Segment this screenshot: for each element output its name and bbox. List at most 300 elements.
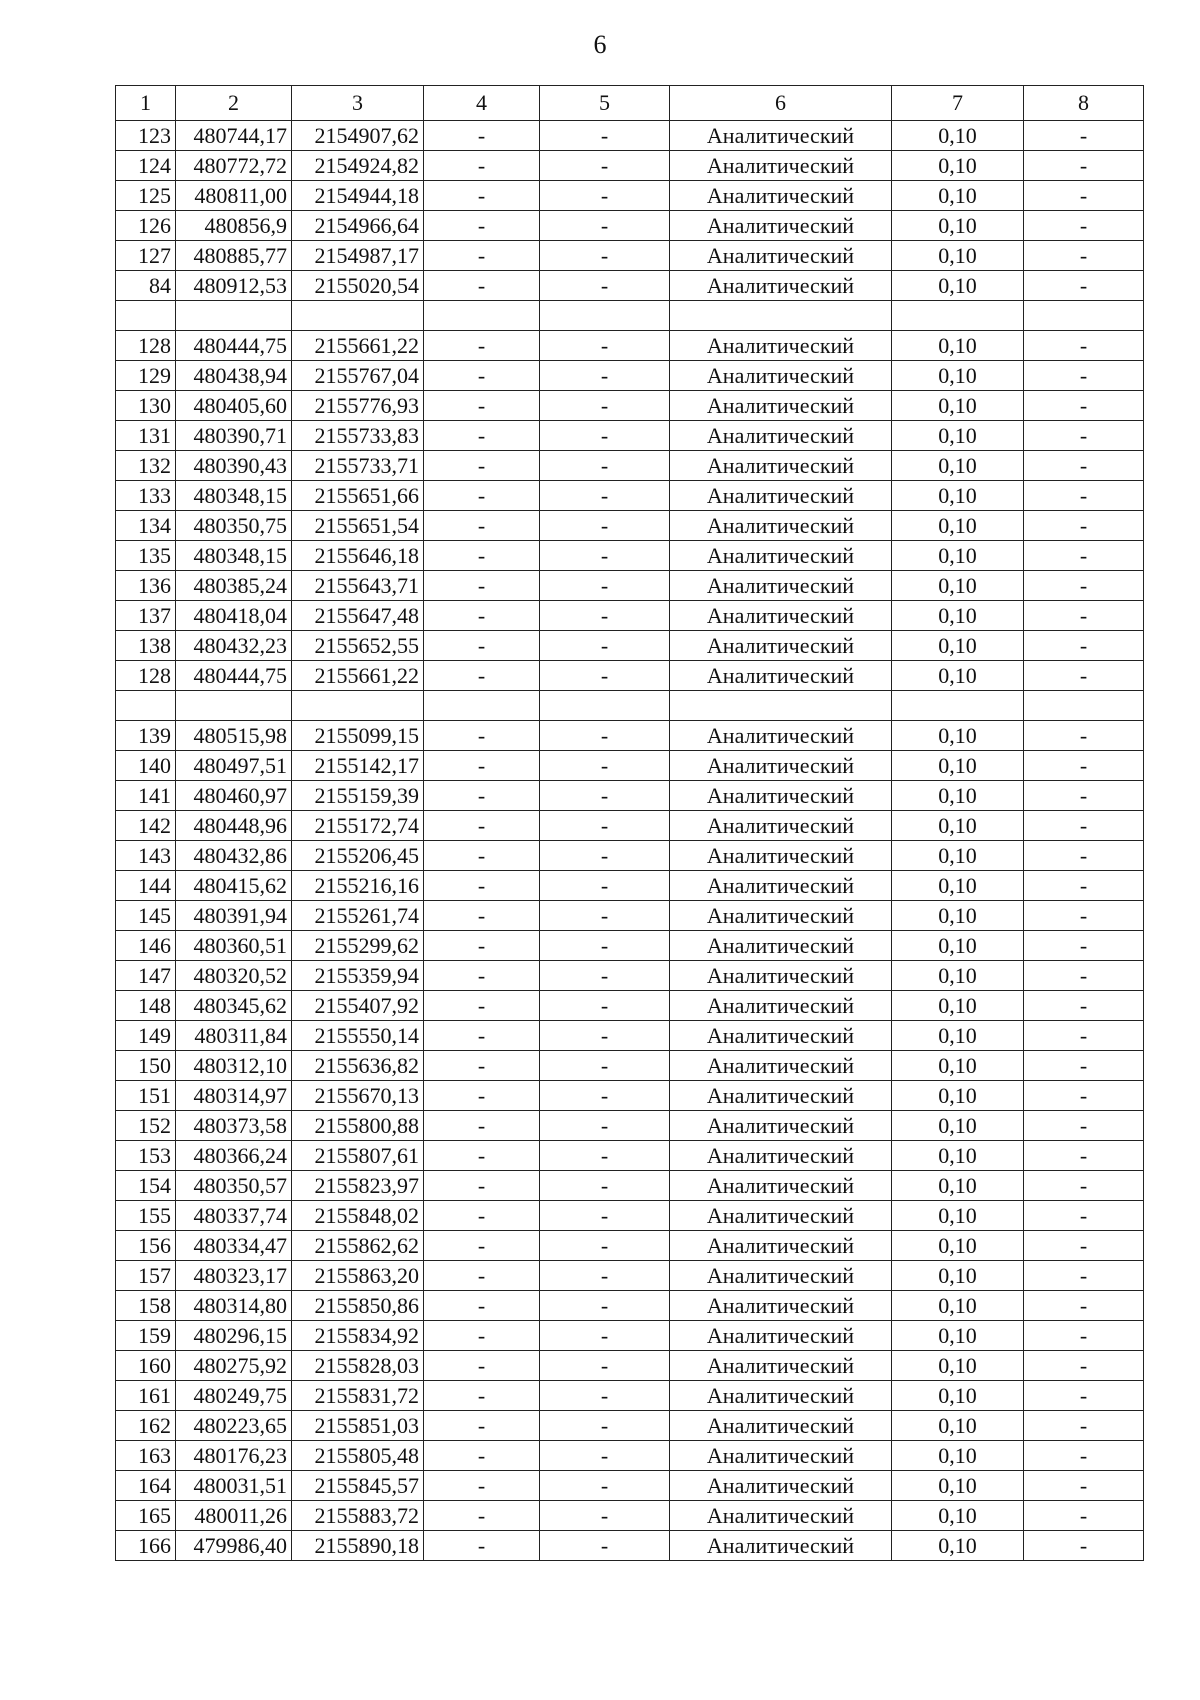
table-cell: 480385,24 xyxy=(176,571,292,601)
table-cell: Аналитический xyxy=(670,181,892,211)
table-cell: 139 xyxy=(116,721,176,751)
table-cell: Аналитический xyxy=(670,841,892,871)
table-cell: 480448,96 xyxy=(176,811,292,841)
table-cell: - xyxy=(1024,1351,1144,1381)
table-cell: - xyxy=(424,451,540,481)
table-cell: 480249,75 xyxy=(176,1381,292,1411)
table-cell: 0,10 xyxy=(892,1201,1024,1231)
table-cell: Аналитический xyxy=(670,1231,892,1261)
table-cell: 2155359,94 xyxy=(292,961,424,991)
table-cell: 2155823,97 xyxy=(292,1171,424,1201)
table-cell: - xyxy=(424,751,540,781)
table-cell: 129 xyxy=(116,361,176,391)
table-row xyxy=(116,1351,1144,1381)
table-cell: - xyxy=(1024,1171,1144,1201)
table-cell: 2155828,03 xyxy=(292,1351,424,1381)
table-cell: 0,10 xyxy=(892,391,1024,421)
table-cell: 2155733,71 xyxy=(292,451,424,481)
table-row xyxy=(116,451,1144,481)
table-cell: - xyxy=(540,511,670,541)
table-cell: 480320,52 xyxy=(176,961,292,991)
table-cell: - xyxy=(1024,211,1144,241)
table-cell: 2155636,82 xyxy=(292,1051,424,1081)
table-cell: Аналитический xyxy=(670,271,892,301)
table-cell: 2155407,92 xyxy=(292,991,424,1021)
table-row xyxy=(116,1231,1144,1261)
table-row xyxy=(116,601,1144,631)
table-cell: 158 xyxy=(116,1291,176,1321)
table-cell: 147 xyxy=(116,961,176,991)
table-cell: - xyxy=(424,871,540,901)
table-cell: Аналитический xyxy=(670,1441,892,1471)
table-cell: 2155807,61 xyxy=(292,1141,424,1171)
table-row xyxy=(116,1201,1144,1231)
table-cell: 480438,94 xyxy=(176,361,292,391)
table-cell: 480323,17 xyxy=(176,1261,292,1291)
table-row xyxy=(116,571,1144,601)
table-cell: Аналитический xyxy=(670,781,892,811)
table-cell: 480390,43 xyxy=(176,451,292,481)
table-cell: - xyxy=(540,1231,670,1261)
table-cell: Аналитический xyxy=(670,631,892,661)
table-cell: - xyxy=(540,961,670,991)
table-cell: 480460,97 xyxy=(176,781,292,811)
table-row xyxy=(116,511,1144,541)
table-cell: - xyxy=(540,1171,670,1201)
table-row xyxy=(116,211,1144,241)
table-cell: - xyxy=(1024,931,1144,961)
table-cell: 2155848,02 xyxy=(292,1201,424,1231)
table-row xyxy=(116,1501,1144,1531)
table-cell: 0,10 xyxy=(892,1231,1024,1261)
table-cell: 480811,00 xyxy=(176,181,292,211)
table-cell: 142 xyxy=(116,811,176,841)
table-cell: 163 xyxy=(116,1441,176,1471)
table-cell: - xyxy=(424,1111,540,1141)
table-cell: - xyxy=(424,211,540,241)
table-cell: 166 xyxy=(116,1531,176,1561)
table-cell: Аналитический xyxy=(670,1351,892,1381)
table-cell xyxy=(1024,301,1144,331)
table-cell: - xyxy=(540,331,670,361)
table-cell: 0,10 xyxy=(892,631,1024,661)
table-cell: - xyxy=(1024,451,1144,481)
table-cell: - xyxy=(1024,511,1144,541)
table-cell: - xyxy=(540,721,670,751)
table-cell: - xyxy=(540,931,670,961)
table-cell: 0,10 xyxy=(892,1141,1024,1171)
table-cell: 480311,84 xyxy=(176,1021,292,1051)
table-cell: 2155647,48 xyxy=(292,601,424,631)
table-cell: - xyxy=(424,1321,540,1351)
table-cell: - xyxy=(1024,1141,1144,1171)
table-cell: 0,10 xyxy=(892,211,1024,241)
table-cell: - xyxy=(1024,331,1144,361)
table-cell: - xyxy=(424,1441,540,1471)
table-cell: - xyxy=(1024,961,1144,991)
table-cell xyxy=(176,691,292,721)
table-cell: 140 xyxy=(116,751,176,781)
table-cell: - xyxy=(1024,661,1144,691)
table-cell xyxy=(540,301,670,331)
table-cell: - xyxy=(540,241,670,271)
table-row xyxy=(116,781,1144,811)
table-cell: Аналитический xyxy=(670,571,892,601)
table-cell: - xyxy=(540,1051,670,1081)
table-cell: - xyxy=(1024,421,1144,451)
table-cell: - xyxy=(424,961,540,991)
table-cell xyxy=(540,691,670,721)
table-cell: - xyxy=(1024,361,1144,391)
table-cell: - xyxy=(1024,1111,1144,1141)
table-cell: - xyxy=(540,631,670,661)
table-body xyxy=(116,121,1144,1561)
table-cell: - xyxy=(1024,811,1144,841)
table-cell: Аналитический xyxy=(670,421,892,451)
table-cell: 162 xyxy=(116,1411,176,1441)
table-cell: 0,10 xyxy=(892,1171,1024,1201)
table-cell: - xyxy=(1024,1411,1144,1441)
table-cell: 0,10 xyxy=(892,451,1024,481)
table-cell: 480418,04 xyxy=(176,601,292,631)
table-cell: 0,10 xyxy=(892,991,1024,1021)
table-cell: - xyxy=(424,901,540,931)
table-cell: Аналитический xyxy=(670,361,892,391)
table-cell: Аналитический xyxy=(670,961,892,991)
table-cell: 2155643,71 xyxy=(292,571,424,601)
table-cell: - xyxy=(424,1381,540,1411)
table-cell: - xyxy=(424,931,540,961)
table-cell: 480444,75 xyxy=(176,331,292,361)
table-cell: - xyxy=(1024,751,1144,781)
table-cell: 0,10 xyxy=(892,1291,1024,1321)
table-cell: Аналитический xyxy=(670,661,892,691)
table-cell: - xyxy=(424,991,540,1021)
table-cell: - xyxy=(1024,1321,1144,1351)
table-cell: Аналитический xyxy=(670,211,892,241)
table-cell: 0,10 xyxy=(892,1111,1024,1141)
table-row xyxy=(116,271,1144,301)
table-cell: 480176,23 xyxy=(176,1441,292,1471)
table-cell: - xyxy=(1024,871,1144,901)
table-cell: 165 xyxy=(116,1501,176,1531)
table-cell: - xyxy=(424,1411,540,1441)
table-cell: - xyxy=(540,391,670,421)
table-cell: 0,10 xyxy=(892,481,1024,511)
table-row xyxy=(116,241,1144,271)
table-cell: Аналитический xyxy=(670,721,892,751)
table-row xyxy=(116,1321,1144,1351)
table-cell: 2155646,18 xyxy=(292,541,424,571)
table-cell: 480350,57 xyxy=(176,1171,292,1201)
table-cell: 125 xyxy=(116,181,176,211)
table-cell: - xyxy=(424,1291,540,1321)
table-cell: 131 xyxy=(116,421,176,451)
table-cell: 2154987,17 xyxy=(292,241,424,271)
table-cell: - xyxy=(540,1021,670,1051)
table-cell xyxy=(292,301,424,331)
table-cell: - xyxy=(540,361,670,391)
table-row xyxy=(116,931,1144,961)
table-cell: 480348,15 xyxy=(176,541,292,571)
table-cell: - xyxy=(424,661,540,691)
table-cell: 2155261,74 xyxy=(292,901,424,931)
table-cell: Аналитический xyxy=(670,481,892,511)
table-cell: 479986,40 xyxy=(176,1531,292,1561)
table-row xyxy=(116,1531,1144,1561)
column-header: 1 xyxy=(116,86,176,121)
table-cell: - xyxy=(540,1201,670,1231)
table-cell: - xyxy=(424,1501,540,1531)
table-cell: - xyxy=(1024,1081,1144,1111)
table-cell xyxy=(292,691,424,721)
table-cell: 480334,47 xyxy=(176,1231,292,1261)
table-header-row xyxy=(116,86,1144,121)
table-cell: Аналитический xyxy=(670,1171,892,1201)
table-row xyxy=(116,751,1144,781)
table-cell: 2154907,62 xyxy=(292,121,424,151)
table-cell: 480390,71 xyxy=(176,421,292,451)
table-cell: Аналитический xyxy=(670,1081,892,1111)
table-row xyxy=(116,1021,1144,1051)
column-header: 4 xyxy=(424,86,540,121)
table-cell: 2155550,14 xyxy=(292,1021,424,1051)
table-cell: Аналитический xyxy=(670,1291,892,1321)
table-cell: Аналитический xyxy=(670,541,892,571)
table-cell: 143 xyxy=(116,841,176,871)
table-cell: Аналитический xyxy=(670,811,892,841)
table-cell: - xyxy=(424,721,540,751)
table-cell xyxy=(892,301,1024,331)
table-cell: - xyxy=(540,751,670,781)
table-cell: Аналитический xyxy=(670,511,892,541)
table-cell: 145 xyxy=(116,901,176,931)
column-header: 8 xyxy=(1024,86,1144,121)
table-cell: 137 xyxy=(116,601,176,631)
table-cell: 164 xyxy=(116,1471,176,1501)
table-cell: - xyxy=(1024,181,1144,211)
column-header: 7 xyxy=(892,86,1024,121)
table-cell: - xyxy=(540,1111,670,1141)
table-cell: 161 xyxy=(116,1381,176,1411)
table-cell: - xyxy=(540,1531,670,1561)
table-cell: 150 xyxy=(116,1051,176,1081)
table-cell: 0,10 xyxy=(892,1351,1024,1381)
table-cell: 0,10 xyxy=(892,1531,1024,1561)
table-cell: - xyxy=(540,1321,670,1351)
table-cell: Аналитический xyxy=(670,1471,892,1501)
table-cell: - xyxy=(540,1081,670,1111)
table-row xyxy=(116,121,1144,151)
table-cell: 127 xyxy=(116,241,176,271)
table-cell: 0,10 xyxy=(892,1501,1024,1531)
table-cell: - xyxy=(1024,151,1144,181)
table-cell: 0,10 xyxy=(892,841,1024,871)
table-cell: 132 xyxy=(116,451,176,481)
table-row xyxy=(116,871,1144,901)
table-row xyxy=(116,1081,1144,1111)
table-row xyxy=(116,961,1144,991)
table-cell: 0,10 xyxy=(892,1381,1024,1411)
table-cell: 160 xyxy=(116,1351,176,1381)
table-row xyxy=(116,1441,1144,1471)
page-number: 6 xyxy=(593,30,607,59)
table-row xyxy=(116,1171,1144,1201)
table-cell: - xyxy=(540,601,670,631)
table-cell: 480348,15 xyxy=(176,481,292,511)
table-cell: 2155099,15 xyxy=(292,721,424,751)
table-row xyxy=(116,661,1144,691)
table-cell: 0,10 xyxy=(892,271,1024,301)
column-header: 5 xyxy=(540,86,670,121)
table-cell: Аналитический xyxy=(670,901,892,931)
table-cell: Аналитический xyxy=(670,121,892,151)
table-cell: 480744,17 xyxy=(176,121,292,151)
table-cell: - xyxy=(424,1081,540,1111)
table-cell: - xyxy=(1024,391,1144,421)
table-cell: - xyxy=(1024,1471,1144,1501)
coordinates-table xyxy=(115,85,1144,1561)
table-cell: 480912,53 xyxy=(176,271,292,301)
table-cell: - xyxy=(540,1351,670,1381)
table-cell: 2155299,62 xyxy=(292,931,424,961)
table-cell: - xyxy=(540,1291,670,1321)
table-cell: - xyxy=(540,781,670,811)
table-row xyxy=(116,1051,1144,1081)
table-cell: 2155159,39 xyxy=(292,781,424,811)
table-row xyxy=(116,1381,1144,1411)
table-cell: - xyxy=(1024,721,1144,751)
table-cell: - xyxy=(540,151,670,181)
table-cell: 0,10 xyxy=(892,1471,1024,1501)
table-cell: 0,10 xyxy=(892,571,1024,601)
table-cell: - xyxy=(1024,571,1144,601)
table-cell: Аналитический xyxy=(670,931,892,961)
table-row xyxy=(116,1291,1144,1321)
table-cell: 2155845,57 xyxy=(292,1471,424,1501)
table-cell: - xyxy=(424,1231,540,1261)
table-cell: - xyxy=(424,1021,540,1051)
table-cell: 0,10 xyxy=(892,811,1024,841)
table-cell: 480031,51 xyxy=(176,1471,292,1501)
table-row xyxy=(116,1411,1144,1441)
table-cell xyxy=(892,691,1024,721)
table-cell: 128 xyxy=(116,331,176,361)
table-cell: 0,10 xyxy=(892,241,1024,271)
table-cell: 480223,65 xyxy=(176,1411,292,1441)
table-cell: 157 xyxy=(116,1261,176,1291)
table-cell: - xyxy=(424,1201,540,1231)
table-cell: - xyxy=(1024,1441,1144,1471)
table-row xyxy=(116,1261,1144,1291)
table-cell: 155 xyxy=(116,1201,176,1231)
table-cell: 156 xyxy=(116,1231,176,1261)
table-cell: - xyxy=(424,361,540,391)
table-cell: 136 xyxy=(116,571,176,601)
table-cell: - xyxy=(540,841,670,871)
table-cell: - xyxy=(1024,901,1144,931)
table-cell: 2155805,48 xyxy=(292,1441,424,1471)
table-cell: 0,10 xyxy=(892,151,1024,181)
table-row xyxy=(116,151,1144,181)
table-cell: - xyxy=(424,1141,540,1171)
table-cell: 2155883,72 xyxy=(292,1501,424,1531)
table-cell: - xyxy=(424,1261,540,1291)
table-cell: 135 xyxy=(116,541,176,571)
table-cell: 480373,58 xyxy=(176,1111,292,1141)
table-cell: - xyxy=(540,1261,670,1291)
table-cell: 130 xyxy=(116,391,176,421)
table-cell: - xyxy=(1024,991,1144,1021)
table-cell: 126 xyxy=(116,211,176,241)
table-cell: - xyxy=(424,781,540,811)
table-cell: - xyxy=(424,1471,540,1501)
table-cell: 0,10 xyxy=(892,1081,1024,1111)
table-cell: 123 xyxy=(116,121,176,151)
table-cell: - xyxy=(1024,241,1144,271)
table-cell: 480275,92 xyxy=(176,1351,292,1381)
table-cell: 2155831,72 xyxy=(292,1381,424,1411)
table-cell: 2155670,13 xyxy=(292,1081,424,1111)
table-cell: 159 xyxy=(116,1321,176,1351)
table-cell: - xyxy=(540,1411,670,1441)
table-cell: 153 xyxy=(116,1141,176,1171)
table-cell: 0,10 xyxy=(892,1051,1024,1081)
table-cell: 0,10 xyxy=(892,901,1024,931)
table-cell: - xyxy=(540,1141,670,1171)
table-cell xyxy=(670,301,892,331)
table-cell: - xyxy=(424,151,540,181)
table-cell: - xyxy=(424,631,540,661)
table-cell: - xyxy=(1024,541,1144,571)
table-cell: 128 xyxy=(116,661,176,691)
table-cell: 0,10 xyxy=(892,721,1024,751)
table-cell: 480345,62 xyxy=(176,991,292,1021)
table-cell: - xyxy=(540,271,670,301)
table-cell: 480432,86 xyxy=(176,841,292,871)
table-cell: - xyxy=(1024,781,1144,811)
table-cell: 0,10 xyxy=(892,1441,1024,1471)
table-cell: 480415,62 xyxy=(176,871,292,901)
table-cell: - xyxy=(540,421,670,451)
table-cell: Аналитический xyxy=(670,1201,892,1231)
table-cell: 480314,80 xyxy=(176,1291,292,1321)
table-cell: - xyxy=(540,871,670,901)
table-cell: Аналитический xyxy=(670,751,892,781)
table-cell: - xyxy=(1024,1231,1144,1261)
table-cell xyxy=(424,301,540,331)
table-cell: Аналитический xyxy=(670,1381,892,1411)
table-cell xyxy=(116,301,176,331)
table-cell: 0,10 xyxy=(892,961,1024,991)
table-cell: - xyxy=(1024,631,1144,661)
table-cell: 133 xyxy=(116,481,176,511)
table-cell: - xyxy=(424,121,540,151)
table-cell: 2154924,82 xyxy=(292,151,424,181)
table-cell: - xyxy=(1024,1531,1144,1561)
table-cell: 151 xyxy=(116,1081,176,1111)
table-cell: 154 xyxy=(116,1171,176,1201)
table-cell: 141 xyxy=(116,781,176,811)
table-cell: 148 xyxy=(116,991,176,1021)
table-cell: 2155863,20 xyxy=(292,1261,424,1291)
table-cell: 0,10 xyxy=(892,1321,1024,1351)
table-cell: 0,10 xyxy=(892,1261,1024,1291)
table-cell: 480296,15 xyxy=(176,1321,292,1351)
table-cell: 2155652,55 xyxy=(292,631,424,661)
table-cell: 0,10 xyxy=(892,361,1024,391)
table-cell: 480497,51 xyxy=(176,751,292,781)
